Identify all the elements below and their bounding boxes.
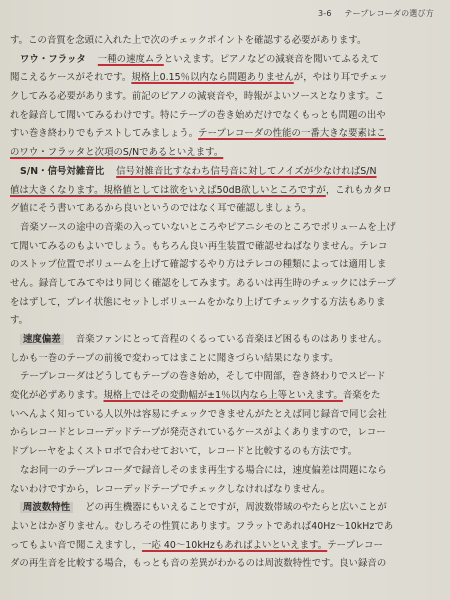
text-line bbox=[10, 499, 440, 518]
line-text: 音楽ソースの途中の音楽の入っていないところやピアニシモのところでボリュームを上げ bbox=[20, 221, 396, 233]
line-text: ダの再生音を比較する場合，もっとも音の差異がわかるのは周波数特性です。良い録音の bbox=[10, 558, 387, 570]
text-line bbox=[10, 331, 440, 350]
text-line bbox=[10, 144, 440, 163]
underlined-phrase: テープレコーダの性能の一番大きな要素はこ bbox=[198, 128, 386, 140]
text-line bbox=[10, 200, 440, 219]
text-line bbox=[10, 424, 440, 443]
text-line bbox=[10, 107, 440, 126]
body-text bbox=[10, 32, 440, 574]
line-text: 一種の速度ムラといえます。ピアノなどの減衰音を聞いてふるえて bbox=[97, 53, 380, 65]
line-text: す。 bbox=[10, 315, 29, 327]
text-line bbox=[10, 32, 440, 51]
underlined-phrase: 値は大きくなります。規格値としては欲をいえば50dB欲しいところですが bbox=[10, 184, 326, 196]
text-line bbox=[10, 219, 440, 238]
text-line bbox=[10, 406, 440, 425]
line-text: よいとはかぎりません。むしろその性質にあります。フラットであれば40Hz～10kHzであ bbox=[10, 520, 394, 532]
text-line bbox=[10, 69, 440, 88]
section-title: テープレコーダの選び方 bbox=[344, 9, 434, 18]
line-text: すい巻き終わりでもテストしてみましょう。テープレコーダの性能の一番大きな要素はこ bbox=[10, 128, 386, 140]
line-text: 音楽ファンにとって音程のくるっている音楽ほど困るものはありません。 bbox=[75, 334, 387, 345]
running-header bbox=[318, 8, 450, 19]
text-line bbox=[10, 368, 440, 387]
text-line bbox=[10, 125, 440, 144]
text-line bbox=[10, 275, 440, 294]
text-line bbox=[10, 443, 440, 462]
text-line bbox=[10, 555, 440, 574]
line-text: ないわけですから，レコーデッドテープでチェックしなければなりません。 bbox=[10, 483, 331, 495]
line-text: グ値にそう書いてあるから良いというのではなく耳で確認しましょう。 bbox=[10, 203, 312, 215]
underlined-phrase: 一種の速度ムラ bbox=[97, 53, 164, 65]
text-line bbox=[10, 387, 440, 406]
text-line bbox=[10, 518, 440, 537]
section-heading: 周波数特性 bbox=[20, 502, 73, 513]
text-line bbox=[10, 51, 440, 70]
line-text: 値は大きくなります。規格値としては欲をいえば50dB欲しいところですが，これもカタロ bbox=[10, 184, 392, 196]
text-line bbox=[10, 88, 440, 107]
section-heading: ワウ・フラッタ bbox=[20, 53, 86, 65]
line-text: す。この音質を念頭に入れた上で次のチェックポイントを確認する必要があります。 bbox=[10, 35, 367, 46]
line-text: しかも一巻のテープの前後で変わってはまことに聞きづらい結果になります。 bbox=[10, 352, 339, 364]
line-text: れを録音して聞いてみるわけです。特にテープの巻き始めだけでなくもっとも問題の出や bbox=[10, 109, 386, 121]
section-heading: S/N・信号対雑音比 bbox=[20, 165, 105, 177]
text-line bbox=[10, 312, 440, 331]
text-line bbox=[10, 238, 440, 257]
underlined-phrase: 規格上0.15％以内なら問題ありません bbox=[131, 72, 294, 84]
text-line bbox=[10, 350, 440, 369]
underlined-phrase: 一応 40～10kHzもあればよいといえます。 bbox=[141, 539, 328, 551]
line-text: て聞いてみるのもよいでしょう。もちろん良い再生装置で確認せねばなりません。テレコ bbox=[10, 240, 388, 252]
line-text: をはずして，プレイ状態にセットしボリュームをかなり上げてチェックする方法もありま bbox=[10, 296, 386, 308]
section-heading: 速度偏差 bbox=[20, 334, 64, 345]
line-text: なお同一のテープレコーダで録音しそのまま再生する場合には，速度偏差は問題になら bbox=[20, 464, 387, 476]
line-text: からレコードとレコーデッドテープが発売されているケースがよくありますので，レコー bbox=[10, 427, 386, 439]
line-text: クしてみる必要があります。前記のピアノの減衰音や，時報がよいソースとなります。こ bbox=[10, 91, 385, 103]
underlined-phrase: 信号対雑音比すなわち信号音に対してノイズが少なければS/N bbox=[116, 165, 377, 177]
text-line bbox=[10, 481, 440, 500]
text-line bbox=[10, 462, 440, 481]
line-text: テープレコーダはどうしてもテープの巻き始め，そして中間部，巻き終わりでスピード bbox=[20, 371, 386, 383]
line-text: 聞こえるケースがそれです。規格上0.15％以内なら問題ありませんが，やはり耳でチェッ bbox=[10, 72, 388, 84]
text-line bbox=[10, 163, 440, 182]
underlined-phrase: のワウ・フラッタと次項のS/Nであるといえます。 bbox=[10, 147, 224, 159]
line-text: 変化が必ずあります。規格上ではその変動幅が±1％以内なら上等といえます。音楽をた bbox=[10, 390, 381, 402]
line-text: どの再生機器にもいえることですが，周波数帯域のやたらと広いことが bbox=[85, 502, 387, 514]
section-number: 3-6 bbox=[318, 9, 332, 18]
text-line bbox=[10, 537, 440, 556]
underlined-phrase: 規格上ではその変動幅が±1％以内なら上等といえます。 bbox=[103, 390, 343, 402]
line-text: ドプレーヤをよくストロボで合わせておいて，レコードと比較するのも方法です。 bbox=[10, 446, 358, 458]
text-line bbox=[10, 182, 440, 201]
line-text: ってもよい音で聞こえますし，一応 40～10kHzもあればよいといえます。テープレコー bbox=[10, 539, 383, 551]
line-text bbox=[116, 166, 376, 177]
line-text: いへんよく知っている人以外は容易にチェックできませんがたとえば同じ録音で同じ会社 bbox=[10, 408, 387, 420]
text-line bbox=[10, 256, 440, 275]
text-line bbox=[10, 294, 440, 313]
line-text: のストップ位置でボリュームを上げて確認するやり方はテレコの種類によっては適用しま bbox=[10, 259, 387, 271]
line-text bbox=[10, 147, 223, 158]
line-text: せん。録音してみてやはり同じく確認をしてみます。あるいは再生時のチェックにはテープ bbox=[10, 277, 396, 289]
